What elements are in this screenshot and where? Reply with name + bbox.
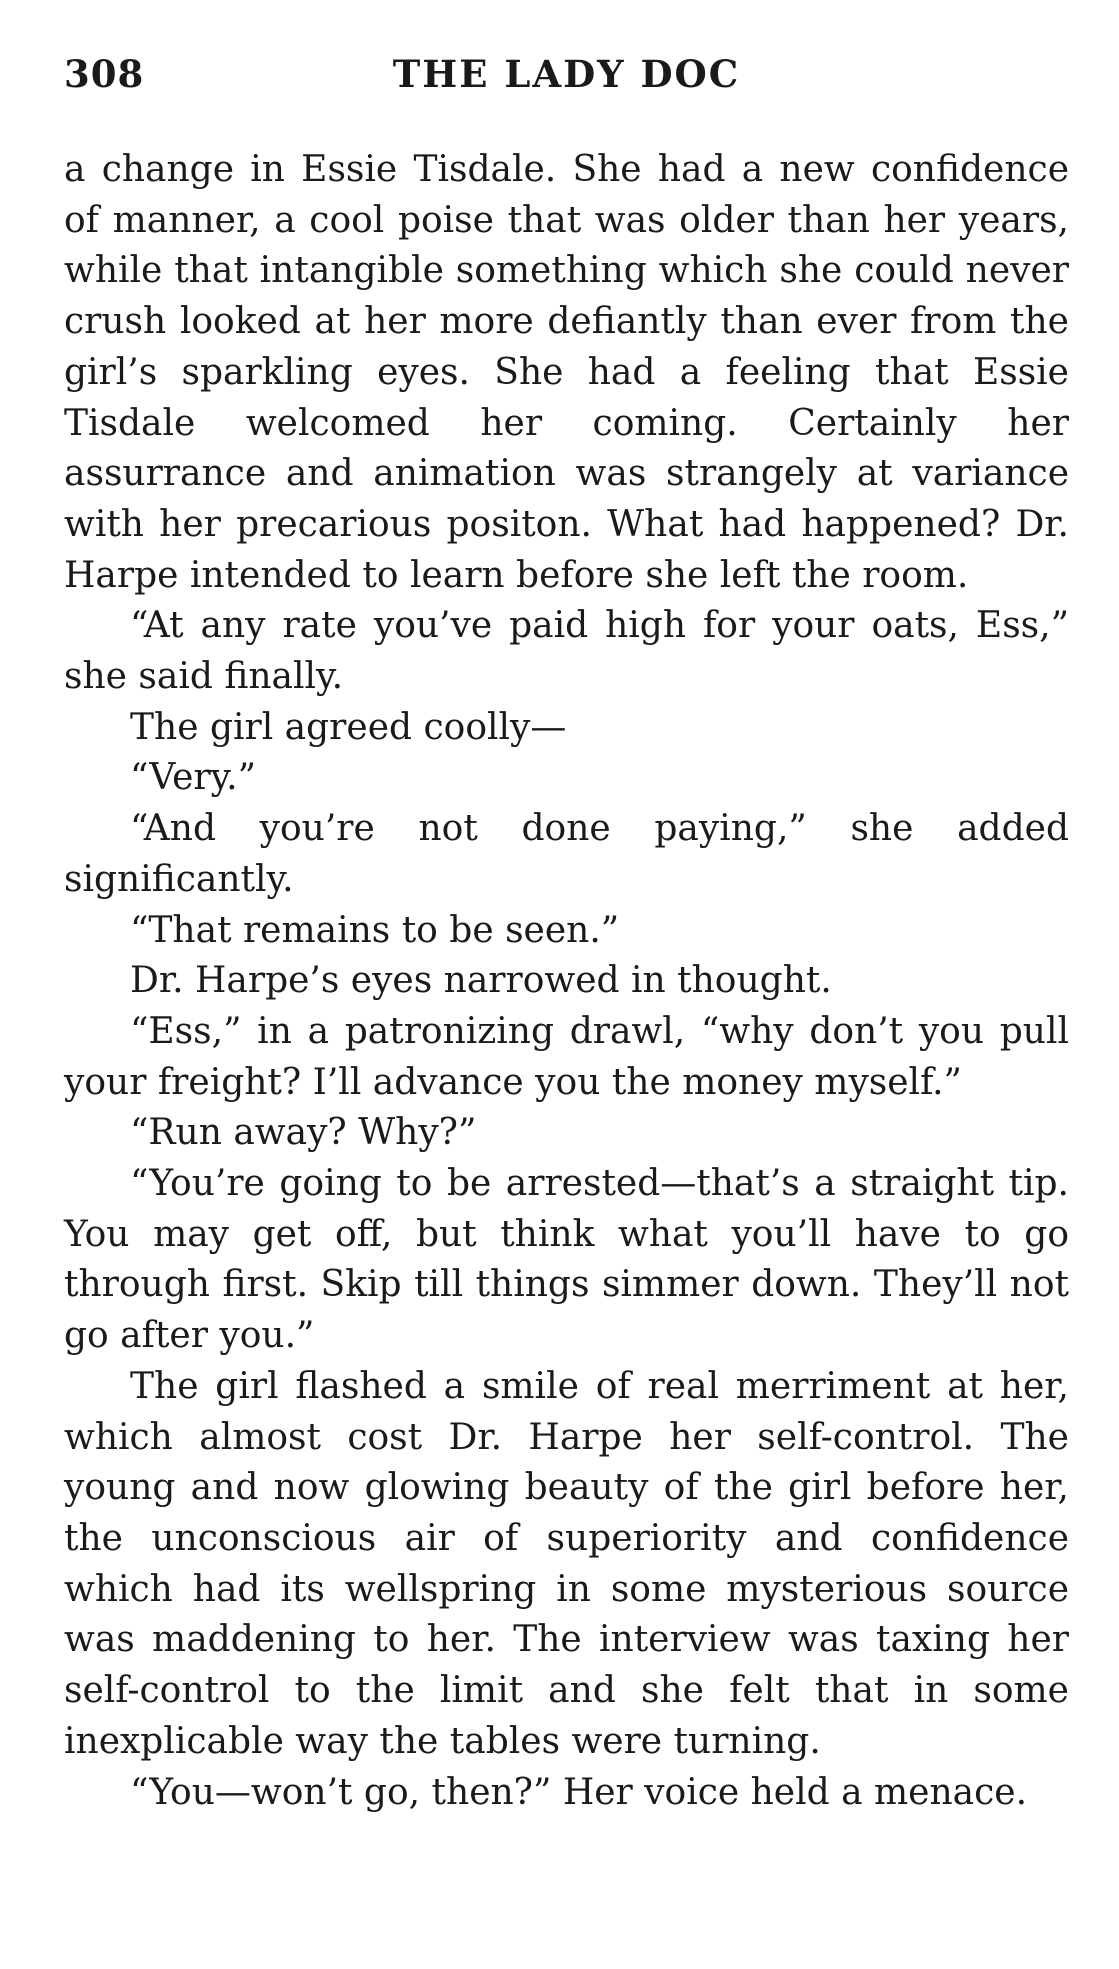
paragraph: “You’re going to be arrested—that’s a straight tip. You may get off, but think what you’ll have to go through first. Skip till things simmer down. They’ll not go after you.” (64, 1163, 1069, 1357)
paragraph: The girl flashed a smile of real merriment at her, which almost cost Dr. Harpe her self-control. The young and now glowing beauty of the girl before her, the unconscious air of superiority and confidence which had its wellspring in some mysterious source was maddening to her. The interview was taxing her self-control to the limit and she felt that in some inexplicable way the tables were turning. (64, 1365, 1069, 1762)
paragraph: “You—won’t go, then?” Her voice held a menace. (130, 1771, 1028, 1813)
page-number: 308 (64, 52, 145, 96)
paragraph: “That remains to be seen.” (130, 909, 620, 951)
paragraph: “Ess,” in a patronizing drawl, “why don’t you pull your freight? I’ll advance you the money myself.” (64, 1010, 1069, 1103)
paragraph: “At any rate you’ve paid high for your oats, Ess,” she said finally. (64, 605, 1069, 698)
paragraph: “Very.” (130, 757, 257, 799)
running-head: THE LADY DOC (392, 52, 741, 96)
paragraph: “And you’re not done paying,” she added significantly. (64, 808, 1069, 900)
paragraph: Dr. Harpe’s eyes narrowed in thought. (130, 960, 832, 1002)
paragraph: The girl agreed coolly— (130, 706, 567, 748)
paragraph: “Run away? Why?” (130, 1112, 477, 1154)
page-body (64, 145, 1069, 1818)
page-header (64, 52, 1069, 100)
paragraph: a change in Essie Tisdale. She had a new confidence of manner, a cool poise that was older than her years, while that intangible something which she could never crush looked at her more defiantly than ever from the girl’s sparkling eyes. She had a feeling that Essie Tisdale welcomed her coming. Certainly her assurrance and animation was strangely at variance with her precarious positon. What had happened? Dr. Harpe intended to learn before she left the room. (64, 149, 1069, 596)
